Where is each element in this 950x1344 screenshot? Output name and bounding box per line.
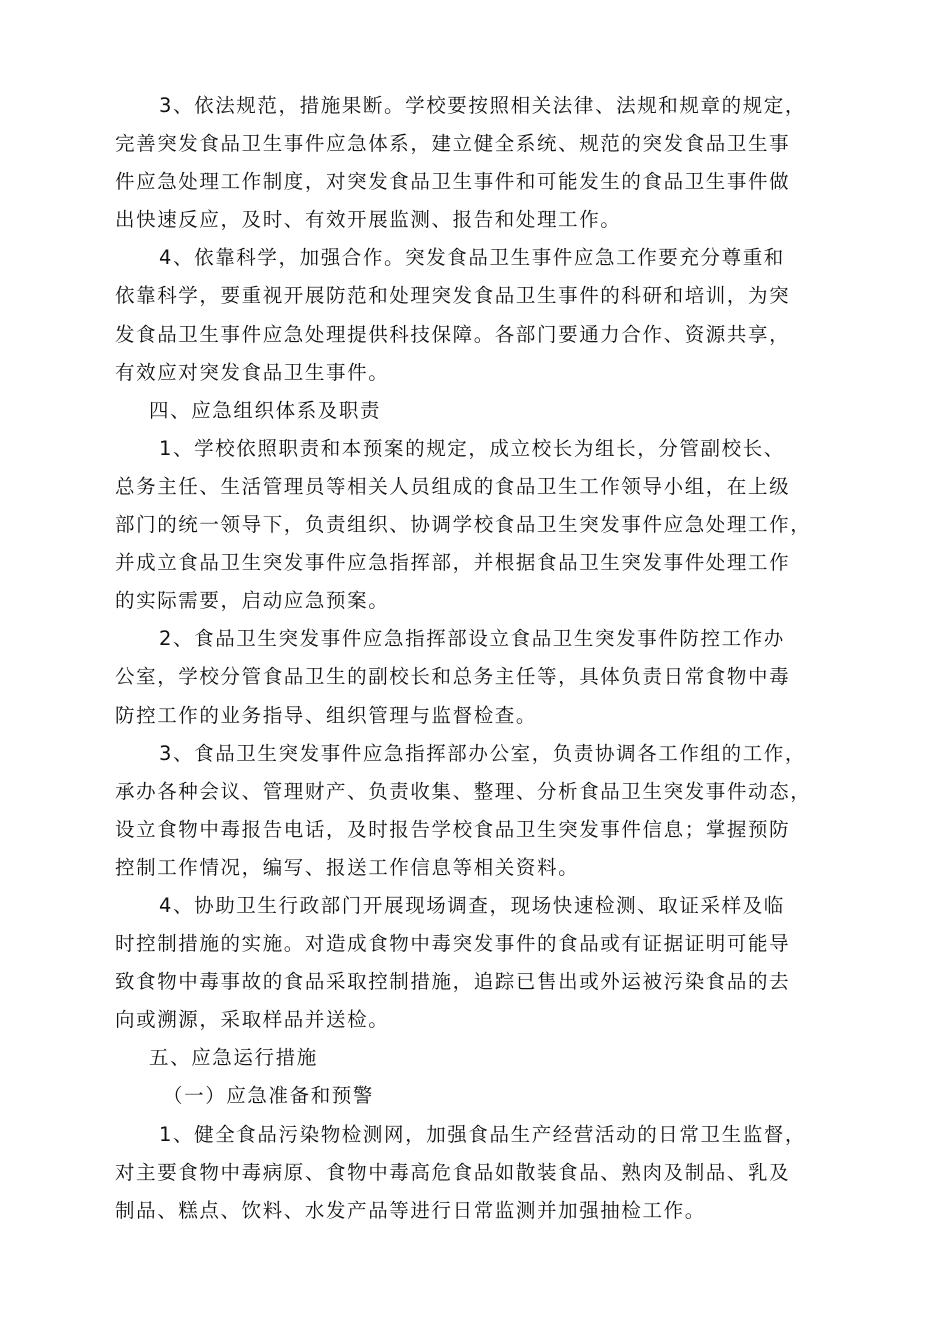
text-line: 2、食品卫生突发事件应急指挥部设立食品卫生突发事件防控工作办: [159, 627, 785, 651]
text-line: 3、食品卫生突发事件应急指挥部办公室，负责协调各工作组的工作，: [159, 741, 807, 765]
text-line: 并成立食品卫生突发事件应急指挥部，并根据食品卫生突发事件处理工作: [115, 551, 791, 575]
text-line: 4、协助卫生行政部门开展现场调查，现场快速检测、取证采样及临: [159, 893, 785, 917]
text-line: 出快速反应，及时、有效开展监测、报告和处理工作。: [115, 208, 622, 232]
text-line: 向或溯源，采取样品并送检。: [115, 1008, 390, 1032]
text-line: 对主要食物中毒病原、食物中毒高危食品如散装食品、熟肉及制品、乳及: [115, 1160, 791, 1184]
text-line: 完善突发食品卫生事件应急体系，建立健全系统、规范的突发食品卫生事: [115, 132, 791, 156]
text-line: 发食品卫生事件应急处理提供科技保障。各部门要通力合作、资源共享，: [115, 322, 791, 346]
document-body: [115, 87, 840, 1230]
text-line: 四、应急组织体系及职责: [149, 398, 382, 422]
text-line: 防控工作的业务指导、组织管理与监督检查。: [115, 703, 538, 727]
text-line: 件应急处理工作制度，对突发食品卫生事件和可能发生的食品卫生事件做: [115, 170, 791, 194]
text-line: 控制工作情况，编写、报送工作信息等相关资料。: [115, 855, 580, 879]
text-line: 致食物中毒事故的食品采取控制措施，追踪已售出或外运被污染食品的去: [115, 970, 791, 994]
text-line: 1、学校依照职责和本预案的规定，成立校长为组长，分管副校长、: [159, 436, 785, 460]
text-line: 依靠科学，要重视开展防范和处理突发食品卫生事件的科研和培训，为突: [115, 284, 791, 308]
text-line: 部门的统一领导下，负责组织、协调学校食品卫生突发事件应急处理工作，: [115, 513, 812, 537]
text-line: 公室，学校分管食品卫生的副校长和总务主任等，具体负责日常食物中毒: [115, 665, 791, 689]
text-line: 的实际需要，启动应急预案。: [115, 589, 390, 613]
text-line: 4、依靠科学，加强合作。突发食品卫生事件应急工作要充分尊重和: [159, 246, 785, 270]
text-line: 3、依法规范，措施果断。学校要按照相关法律、法规和规章的规定，: [159, 94, 807, 117]
text-line: 1、健全食品污染物检测网，加强食品生产经营活动的日常卫生监督，: [159, 1122, 807, 1146]
text-line: （一）应急准备和预警: [163, 1084, 375, 1108]
text-line: 时控制措施的实施。对造成食物中毒突发事件的食品或有证据证明可能导: [115, 932, 791, 956]
text-line: 总务主任、生活管理员等相关人员组成的食品卫生工作领导小组，在上级: [115, 474, 791, 498]
text-line: 制品、糕点、饮料、水发产品等进行日常监测并加强抽检工作。: [115, 1198, 706, 1222]
text-line: 承办各种会议、管理财产、负责收集、整理、分析食品卫生突发事件动态，: [115, 779, 812, 803]
text-line: 五、应急运行措施: [149, 1046, 318, 1070]
text-line: 设立食物中毒报告电话，及时报告学校食品卫生突发事件信息；掌握预防: [115, 817, 791, 841]
text-line: 有效应对突发食品卫生事件。: [115, 360, 390, 384]
